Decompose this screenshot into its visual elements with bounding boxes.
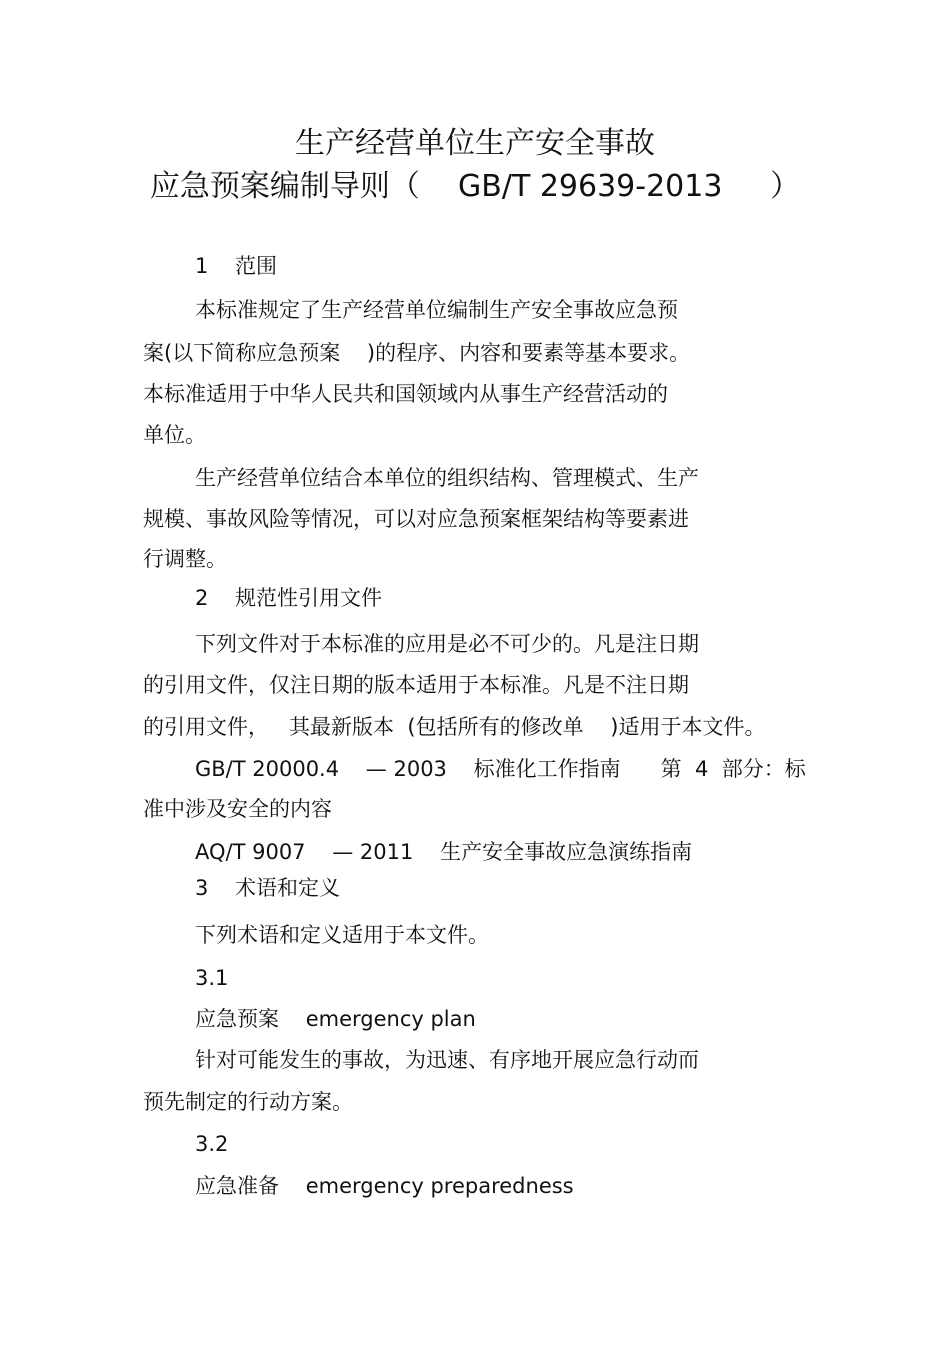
section-heading-scope: 1 范围 — [195, 254, 278, 278]
section-heading-references: 2 规范性引用文件 — [195, 586, 383, 610]
reference-entry: GB/T 20000.4 — 2003 标准化工作指南 第 4 部分：标 — [195, 757, 806, 781]
document-title-line-1: 生产经营单位生产安全事故 — [295, 126, 655, 161]
clause-number: 3.1 — [195, 966, 229, 990]
paragraph-line: 下列术语和定义适用于本文件。 — [195, 923, 489, 947]
paragraph-line: 行调整。 — [143, 547, 227, 571]
paragraph-line: 单位。 — [143, 423, 206, 447]
paragraph-line: 针对可能发生的事故，为迅速、有序地开展应急行动而 — [195, 1048, 699, 1072]
term-heading: 应急准备 emergency preparedness — [195, 1174, 574, 1198]
term-heading: 应急预案 emergency plan — [195, 1007, 476, 1031]
paragraph-line: 本标准规定了生产经营单位编制生产安全事故应急预 — [195, 298, 678, 322]
reference-entry: 准中涉及安全的内容 — [143, 797, 332, 821]
paragraph-line: 规模、事故风险等情况，可以对应急预案框架结构等要素进 — [143, 507, 689, 531]
reference-entry: AQ/T 9007 — 2011 生产安全事故应急演练指南 — [195, 840, 693, 864]
paragraph-line: 的引用文件，仅注日期的版本适用于本标准。凡是不注日期 — [143, 673, 689, 697]
paragraph-line: 的引用文件， 其最新版本 (包括所有的修改单 )适用于本文件。 — [143, 715, 766, 739]
paragraph-line: 案(以下简称应急预案 )的程序、内容和要素等基本要求。 — [143, 341, 691, 365]
paragraph-line: 下列文件对于本标准的应用是必不可少的。凡是注日期 — [195, 632, 699, 656]
paragraph-line: 生产经营单位结合本单位的组织结构、管理模式、生产 — [195, 466, 699, 490]
paragraph-line: 预先制定的行动方案。 — [143, 1090, 353, 1114]
document-title-line-2: 应急预案编制导则（ GB/T 29639-2013 ） — [149, 169, 801, 204]
paragraph-line: 本标准适用于中华人民共和国领域内从事生产经营活动的 — [143, 382, 668, 406]
section-heading-terms: 3 术语和定义 — [195, 876, 341, 900]
clause-number: 3.2 — [195, 1132, 229, 1156]
